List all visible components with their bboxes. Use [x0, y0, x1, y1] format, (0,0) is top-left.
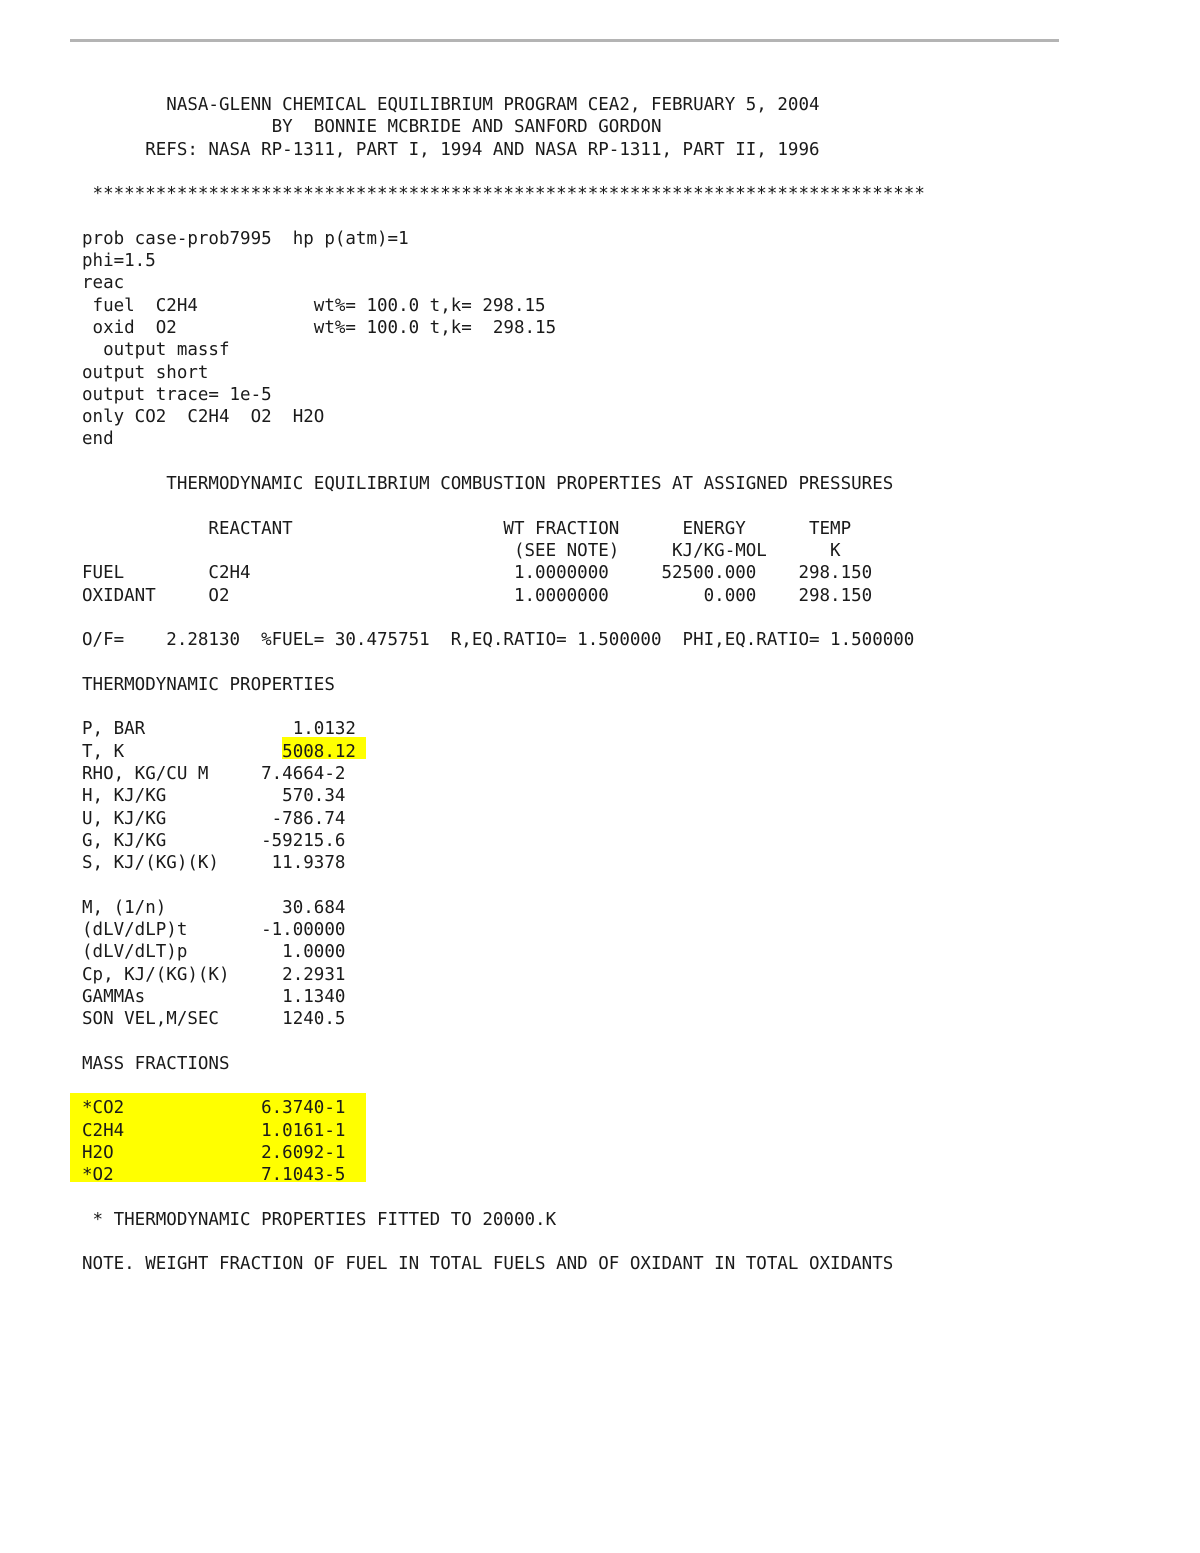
blank-line: [82, 1231, 1082, 1253]
header-title: NASA-GLENN CHEMICAL EQUILIBRIUM PROGRAM CEA2, FEBRUARY 5, 2004: [82, 95, 820, 115]
reactant-table-header: REACTANT WT FRACTION ENERGY TEMP: [82, 518, 852, 539]
property-row: (dLV/dLP)t -1.00000: [82, 919, 346, 940]
mass-fraction-row: H2O 2.6092-1: [82, 1142, 346, 1163]
footnote-fitted: * THERMODYNAMIC PROPERTIES FITTED TO 20000.K: [82, 1209, 557, 1230]
input-output-trace: output trace= 1e-5: [82, 384, 272, 405]
input-only-line: only CO2 C2H4 O2 H2O: [82, 407, 325, 428]
blank-line: [82, 161, 1082, 183]
asterisk-divider: *******************************************************************************: [82, 184, 925, 205]
property-row: GAMMAs 1.1340: [82, 986, 346, 1007]
mass-fractions-heading: MASS FRACTIONS: [82, 1053, 230, 1074]
top-divider: [70, 39, 1059, 42]
footnote-weight-fraction: NOTE. WEIGHT FRACTION OF FUEL IN TOTAL FUELS AND OF OXIDANT IN TOTAL OXIDANTS: [82, 1254, 894, 1275]
mass-fraction-row: *CO2 6.3740-1: [82, 1098, 346, 1119]
property-row: SON VEL,M/SEC 1240.5: [82, 1009, 346, 1030]
input-output-massf: output massf: [82, 340, 230, 361]
reactant-row-fuel: FUEL C2H4 1.0000000 52500.000 298.150: [82, 563, 873, 584]
ratio-line: O/F= 2.28130 %FUEL= 30.475751 R,EQ.RATIO= 1.500000 PHI,EQ.RATIO= 1.500000: [82, 630, 915, 651]
property-row: U, KJ/KG -786.74: [82, 808, 346, 829]
input-phi-line: phi=1.5: [82, 251, 156, 272]
property-row: M, (1/n) 30.684: [82, 897, 346, 918]
property-row: (dLV/dLT)p 1.0000: [82, 942, 346, 963]
blank-line: [82, 651, 1082, 673]
property-row-temperature: T, K 5008.12: [82, 741, 356, 762]
reactant-table-subheader: (SEE NOTE) KJ/KG-MOL K: [82, 540, 841, 561]
blank-line: [82, 1030, 1082, 1052]
blank-line: [82, 607, 1082, 629]
input-fuel-line: fuel C2H4 wt%= 100.0 t,k= 298.15: [82, 295, 546, 316]
input-output-short: output short: [82, 362, 209, 383]
header-refs: REFS: NASA RP-1311, PART I, 1994 AND NASA RP-1311, PART II, 1996: [82, 139, 820, 160]
input-prob-line: prob case-prob7995 hp p(atm)=1: [82, 228, 409, 249]
property-row: RHO, KG/CU M 7.4664-2: [82, 763, 346, 784]
properties-heading: THERMODYNAMIC PROPERTIES: [82, 674, 335, 695]
mass-fraction-row: C2H4 1.0161-1: [82, 1120, 346, 1141]
blank-line: [82, 1075, 1082, 1097]
blank-line: [82, 1187, 1082, 1209]
property-row: G, KJ/KG -59215.6: [82, 830, 346, 851]
blank-line: [82, 696, 1082, 718]
mass-fraction-row: *O2 7.1043-5: [82, 1165, 346, 1186]
property-row: Cp, KJ/(KG)(K) 2.2931: [82, 964, 346, 985]
property-row: H, KJ/KG 570.34: [82, 786, 346, 807]
reactant-row-oxidant: OXIDANT O2 1.0000000 0.000 298.150: [82, 585, 873, 606]
blank-line: [82, 205, 1082, 227]
property-row: P, BAR 1.0132: [82, 719, 356, 740]
blank-line: [82, 451, 1082, 473]
header-authors: BY BONNIE MCBRIDE AND SANFORD GORDON: [82, 117, 662, 138]
property-row: S, KJ/(KG)(K) 11.9378: [82, 853, 346, 874]
blank-line: [82, 874, 1082, 896]
blank-line: [82, 495, 1082, 517]
cea-output-document: [82, 94, 1082, 1276]
section-heading: THERMODYNAMIC EQUILIBRIUM COMBUSTION PROPERTIES AT ASSIGNED PRESSURES: [82, 474, 894, 495]
input-reac-line: reac: [82, 273, 125, 294]
input-end-line: end: [82, 429, 114, 450]
input-oxid-line: oxid O2 wt%= 100.0 t,k= 298.15: [82, 317, 557, 338]
